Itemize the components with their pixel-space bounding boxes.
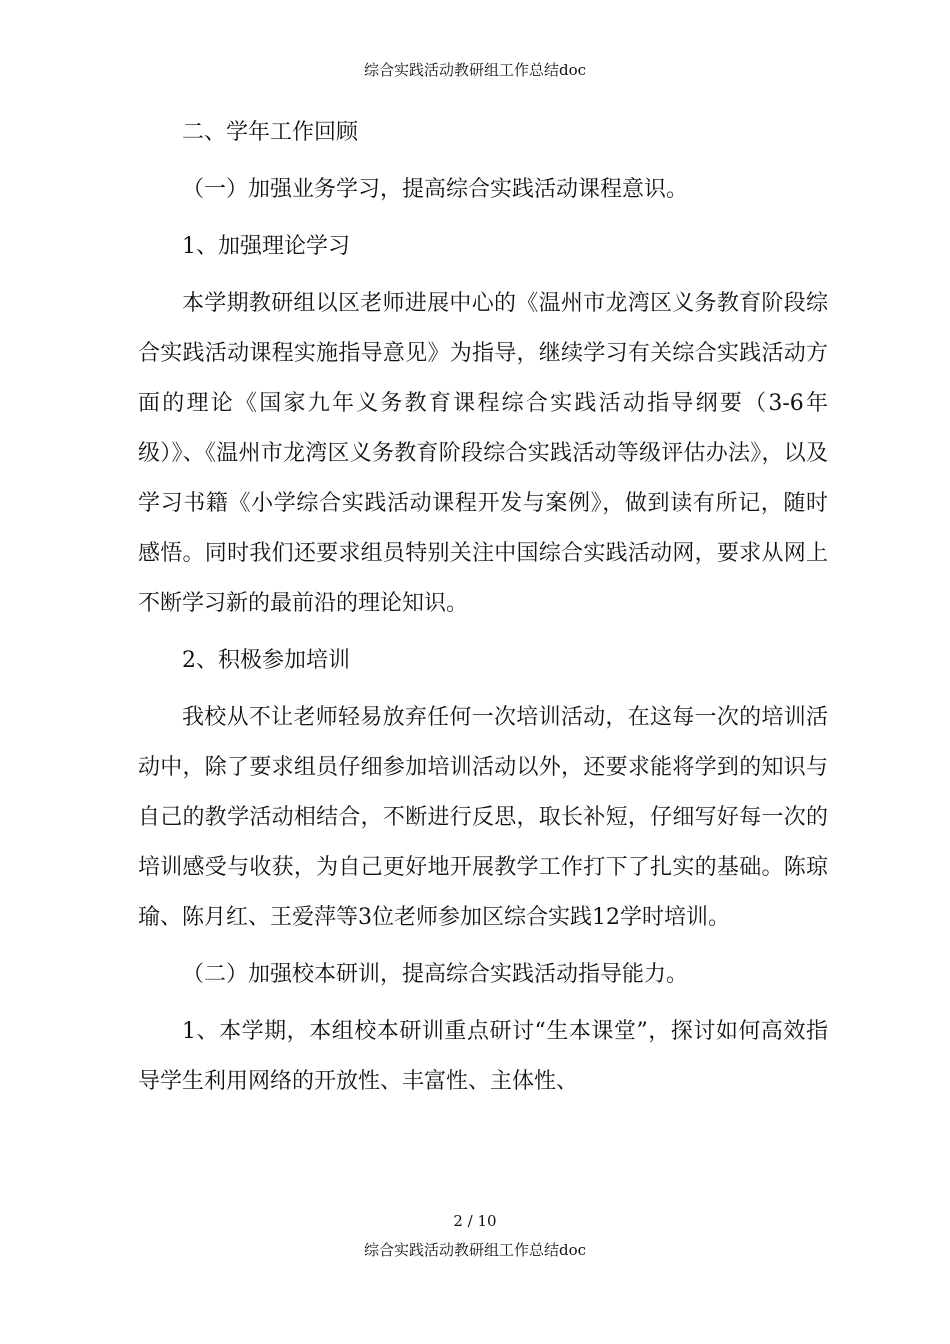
subsection-heading: （二）加强校本研训，提高综合实践活动指导能力。 <box>182 962 689 987</box>
item-heading: 2、积极参加培训 <box>182 648 350 673</box>
body-paragraph: 1、本学期，本组校本研训重点研讨“生本课堂”，探讨如何高效指导学生利用网络的开放性、丰富性、主体性、 <box>138 1019 828 1094</box>
item-heading: 1、加强理论学习 <box>182 234 350 259</box>
page-footer: 综合实践活动教研组工作总结doc <box>363 1241 587 1259</box>
section-heading: 二、学年工作回顾 <box>182 120 359 145</box>
page-number: 2 / 10 <box>453 1212 497 1230</box>
page-header: 综合实践活动教研组工作总结doc <box>363 61 587 79</box>
subsection-heading: （一）加强业务学习，提高综合实践活动课程意识。 <box>182 177 689 202</box>
body-paragraph: 我校从不让老师轻易放弃任何一次培训活动，在这每一次的培训活动中，除了要求组员仔细参加培训活动以外，还要求能将学到的知识与自己的教学活动相结合，不断进行反思，取长补短，仔细写好每一次的培训感受与收获，为自己更好地开展教学工作打下了扎实的基础。陈琼瑜、陈月红、王爱萍等3位老师参加区综合实践12学时培训。 <box>138 705 828 930</box>
body-paragraph: 本学期教研组以区老师进展中心的《温州市龙湾区义务教育阶段综合实践活动课程实施指导意见》为指导，继续学习有关综合实践活动方面的理论《国家九年义务教育课程综合实践活动指导纲要（3-6年级）》、《温州市龙湾区义务教育阶段综合实践活动等级评估办法》，以及学习书籍《小学综合实践活动课程开发与案例》，做到读有所记，随时感悟。同时我们还要求组员特别关注中国综合实践活动网，要求从网上不断学习新的最前沿的理论知识。 <box>138 291 828 616</box>
document-body <box>138 108 828 1107</box>
